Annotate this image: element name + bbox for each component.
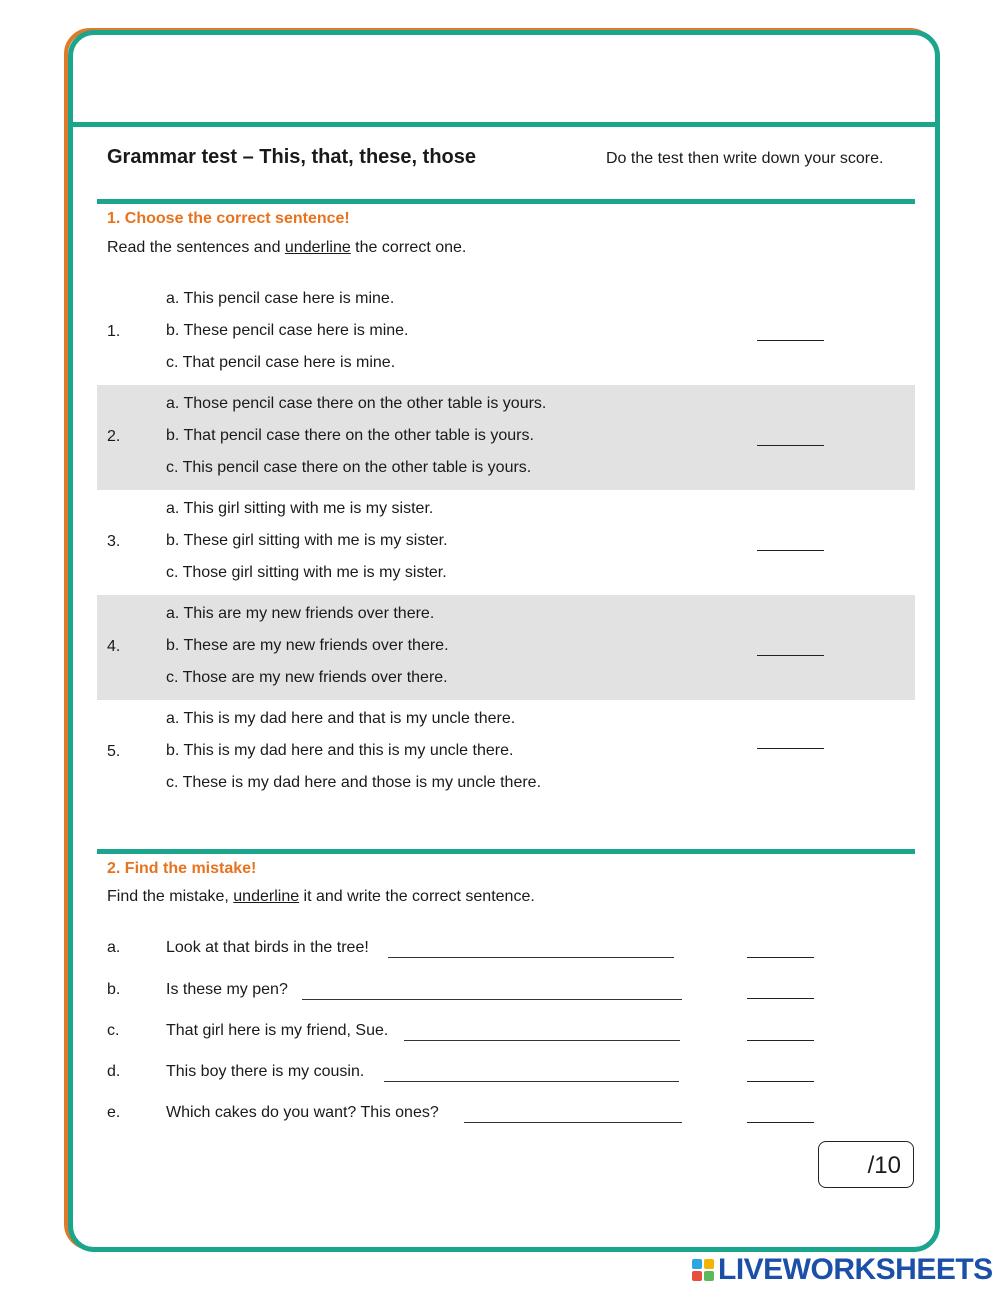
section2-instruction: Find the mistake, underline it and write the correct sentence. — [107, 888, 535, 905]
question-row — [97, 385, 915, 490]
answer-blank[interactable] — [757, 748, 824, 749]
liveworksheets-logo — [692, 1254, 993, 1286]
answer-option[interactable]: b. These pencil case here is mine. — [166, 322, 409, 339]
section1-divider — [97, 199, 915, 204]
item-letter: c. — [107, 1022, 120, 1039]
test-instruction: Do the test then write down your score. — [606, 150, 884, 167]
item-letter: a. — [107, 939, 121, 956]
question-number: 1. — [107, 323, 121, 340]
answer-option[interactable]: c. Those girl sitting with me is my sister. — [166, 564, 447, 581]
question-row — [97, 280, 915, 385]
liveworksheets-icon — [692, 1259, 714, 1281]
correction-line[interactable] — [384, 1081, 679, 1082]
mistake-sentence[interactable]: Which cakes do you want? This ones? — [166, 1104, 439, 1121]
item-letter: d. — [107, 1063, 121, 1080]
question-row — [97, 595, 915, 700]
item-letter: b. — [107, 981, 121, 998]
answer-blank[interactable] — [757, 550, 824, 551]
answer-option[interactable]: c. Those are my new friends over there. — [166, 669, 448, 686]
question-number: 4. — [107, 638, 121, 655]
mistake-sentence[interactable]: Is these my pen? — [166, 981, 288, 998]
score-blank[interactable] — [747, 1081, 814, 1082]
answer-option[interactable]: b. These girl sitting with me is my sister. — [166, 532, 448, 549]
mistake-sentence[interactable]: This boy there is my cousin. — [166, 1063, 365, 1080]
answer-option[interactable]: b. This is my dad here and this is my uncle there. — [166, 742, 514, 759]
question-number: 5. — [107, 743, 121, 760]
answer-option[interactable]: a. Those pencil case there on the other table is yours. — [166, 395, 547, 412]
answer-option[interactable]: c. These is my dad here and those is my uncle there. — [166, 774, 542, 791]
question-number: 2. — [107, 428, 121, 445]
answer-option[interactable]: b. These are my new friends over there. — [166, 637, 449, 654]
score-blank[interactable] — [747, 1122, 814, 1123]
score-blank[interactable] — [747, 1040, 814, 1041]
mistake-sentence[interactable]: That girl here is my friend, Sue. — [166, 1022, 389, 1039]
answer-option[interactable]: c. This pencil case there on the other table is yours. — [166, 459, 532, 476]
item-letter: e. — [107, 1104, 121, 1121]
correction-line[interactable] — [302, 999, 682, 1000]
score-blank[interactable] — [747, 998, 814, 999]
answer-option[interactable]: a. This are my new friends over there. — [166, 605, 435, 622]
correction-line[interactable] — [388, 957, 674, 958]
section2-title: 2. Find the mistake! — [107, 860, 257, 877]
page-title: Grammar test – This, that, these, those — [107, 146, 476, 168]
section2-divider — [97, 849, 915, 854]
correction-line[interactable] — [404, 1040, 680, 1041]
score-blank[interactable] — [747, 957, 814, 958]
answer-blank[interactable] — [757, 655, 824, 656]
answer-option[interactable]: a. This is my dad here and that is my uncle there. — [166, 710, 516, 727]
logo-text: LIVEWORKSHEETS — [718, 1253, 993, 1286]
score-total-box[interactable]: /10 — [818, 1141, 914, 1188]
mistake-sentence[interactable]: Look at that birds in the tree! — [166, 939, 369, 956]
header-divider — [68, 122, 940, 127]
correction-line[interactable] — [464, 1122, 682, 1123]
answer-option[interactable]: a. This pencil case here is mine. — [166, 290, 395, 307]
section1-instruction: Read the sentences and underline the correct one. — [107, 239, 467, 256]
section1-title: 1. Choose the correct sentence! — [107, 210, 350, 227]
answer-option[interactable]: c. That pencil case here is mine. — [166, 354, 396, 371]
question-number: 3. — [107, 533, 121, 550]
answer-blank[interactable] — [757, 340, 824, 341]
question-row — [97, 700, 915, 805]
answer-blank[interactable] — [757, 445, 824, 446]
answer-option[interactable]: b. That pencil case there on the other table is yours. — [166, 427, 534, 444]
question-row — [97, 490, 915, 595]
answer-option[interactable]: a. This girl sitting with me is my sister. — [166, 500, 434, 517]
